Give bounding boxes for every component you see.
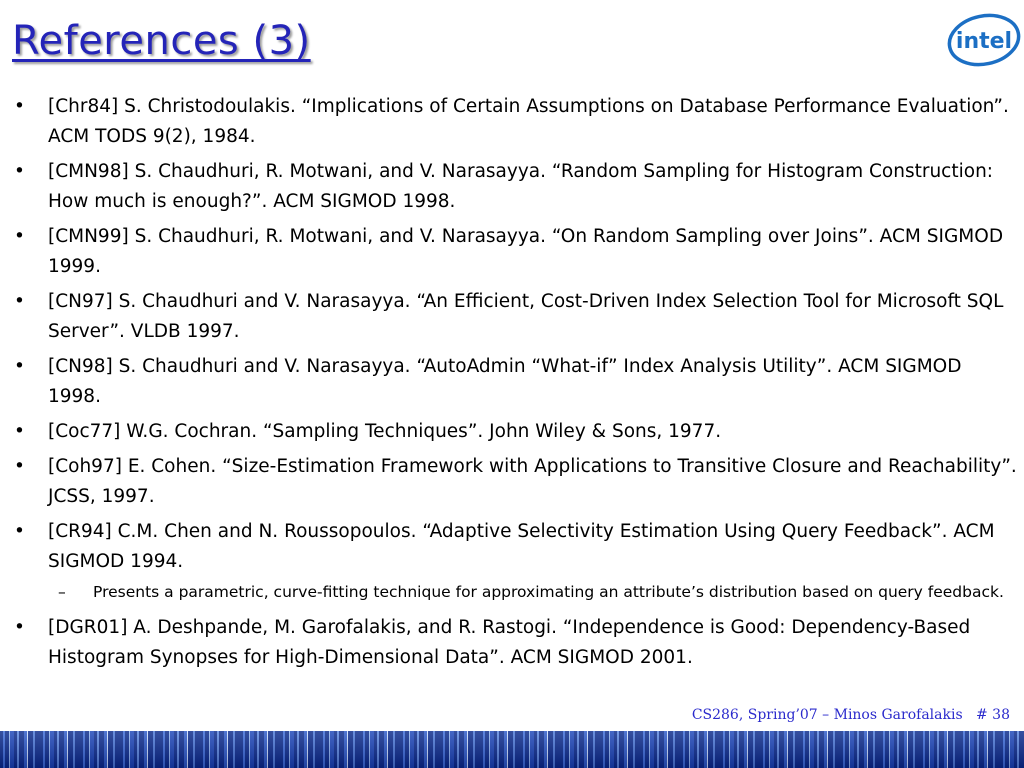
reference-item: • [Chr84] S. Christodoulakis. “Implications of Certain Assumptions on Database Performance Evaluation”. ACM TODS 9(2), 1984.: [12, 92, 1017, 152]
reference-item: • [CN98] S. Chaudhuri and V. Narasayya. “AutoAdmin “What-if” Index Analysis Utility”. ACM SIGMOD 1998.: [12, 352, 1017, 412]
intel-logo: [946, 12, 1022, 68]
reference-item: • [Coh97] E. Cohen. “Size-Estimation Framework with Applications to Transitive Closure and Reachability”. JCSS, 1997.: [12, 452, 1017, 512]
sub-list: [48, 580, 1017, 605]
reference-item: • [CMN99] S. Chaudhuri, R. Motwani, and V. Narasayya. “On Random Sampling over Joins”. ACM SIGMOD 1999.: [12, 222, 1017, 282]
reference-item: • [Coc77] W.G. Cochran. “Sampling Techniques”. John Wiley & Sons, 1977.: [12, 417, 1017, 447]
reference-item: • [DGR01] A. Deshpande, M. Garofalakis, and R. Rastogi. “Independence is Good: Dependency-Based Histogram Synopses for High-Dimensional Data”. ACM SIGMOD 2001.: [12, 613, 1017, 673]
reference-list: [12, 92, 1017, 678]
intel-logo-text: intel: [955, 29, 1013, 54]
decorative-bottom-bar: [0, 731, 1024, 768]
slide-footer: CS286, Spring’07 – Minos Garofalakis # 38: [691, 707, 1010, 723]
reference-item: [12, 517, 1017, 605]
sub-note: – Presents a parametric, curve-fitting technique for approximating an attribute’s distribution based on query feedback.: [48, 580, 1017, 605]
reference-text: [CR94] C.M. Chen and N. Roussopoulos. “Adaptive Selectivity Estimation Using Query Feedback”. ACM SIGMOD 1994.: [48, 521, 995, 572]
reference-item: • [CMN98] S. Chaudhuri, R. Motwani, and V. Narasayya. “Random Sampling for Histogram Construction: How much is enough?”. ACM SIGMOD 1998.: [12, 157, 1017, 217]
slide-title: References (3): [12, 18, 311, 64]
reference-item: • [CN97] S. Chaudhuri and V. Narasayya. “An Efficient, Cost-Driven Index Selection Tool for Microsoft SQL Server”. VLDB 1997.: [12, 287, 1017, 347]
